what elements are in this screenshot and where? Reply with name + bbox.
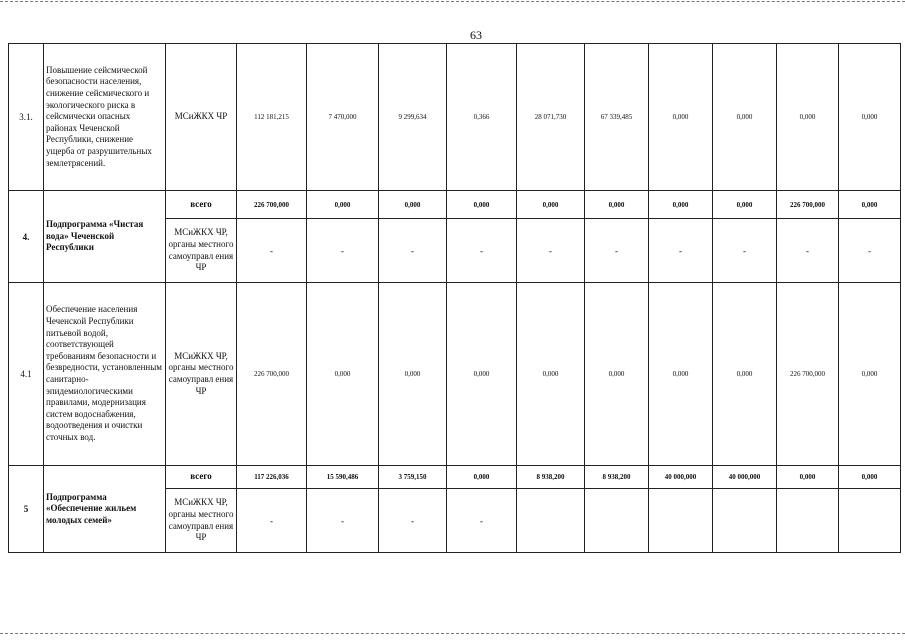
- total-value-cell: 0,000: [447, 191, 517, 219]
- value-cell: -: [379, 219, 447, 283]
- value-cell: 28 071,730: [517, 44, 585, 191]
- total-value-cell: 8 938,200: [585, 466, 649, 489]
- value-cell: 112 181,215: [237, 44, 307, 191]
- value-cell: -: [307, 489, 379, 553]
- value-cell: 226 700,000: [237, 283, 307, 466]
- value-cell: -: [447, 489, 517, 553]
- total-value-cell: 8 938,200: [517, 466, 585, 489]
- value-cell: 0,000: [517, 283, 585, 466]
- total-value-cell: 0,000: [839, 466, 901, 489]
- executor-cell: МСиЖКХ ЧР, органы местного самоуправл ения ЧР: [166, 283, 237, 466]
- value-cell: -: [237, 219, 307, 283]
- value-cell: -: [777, 219, 839, 283]
- value-cell: 0,000: [839, 44, 901, 191]
- total-label: всего: [166, 191, 237, 219]
- budget-table: [8, 43, 901, 553]
- page-number: 63: [470, 28, 482, 42]
- value-cell: -: [649, 219, 713, 283]
- table-row-5-total: [9, 466, 901, 489]
- total-value-cell: 0,000: [447, 466, 517, 489]
- total-value-cell: 0,000: [839, 191, 901, 219]
- total-value-cell: 226 700,000: [237, 191, 307, 219]
- measure-name: Повышение сейсмической безопасности населения, снижение сейсмического и экологического риска в сейсмически опасных районах Чеченской Республики, снижение ущерба от разрушительных землетрясений.: [44, 44, 166, 191]
- value-cell: [713, 489, 777, 553]
- total-value-cell: 15 590,486: [307, 466, 379, 489]
- table-row-3-1: [9, 44, 901, 191]
- value-cell: 0,000: [307, 283, 379, 466]
- row-number: 4.1: [9, 283, 44, 466]
- total-value-cell: 0,000: [777, 466, 839, 489]
- value-cell: -: [713, 219, 777, 283]
- value-cell: [649, 489, 713, 553]
- scan-edge-top: [0, 1, 905, 2]
- executor-cell: МСиЖКХ ЧР: [166, 44, 237, 191]
- total-value-cell: 117 226,036: [237, 466, 307, 489]
- value-cell: 226 700,000: [777, 283, 839, 466]
- subprogram-name: Подпрограмма «Чистая вода» Чеченской Республики: [44, 191, 166, 283]
- value-cell: -: [237, 489, 307, 553]
- total-value-cell: 40 000,000: [649, 466, 713, 489]
- value-cell: -: [447, 219, 517, 283]
- value-cell: -: [839, 219, 901, 283]
- total-value-cell: 40 000,000: [713, 466, 777, 489]
- value-cell: 0,000: [777, 44, 839, 191]
- value-cell: 7 470,000: [307, 44, 379, 191]
- table-row-4-total: [9, 191, 901, 219]
- value-cell: 0,000: [713, 283, 777, 466]
- value-cell: 0,000: [585, 283, 649, 466]
- value-cell: 0,000: [839, 283, 901, 466]
- value-cell: -: [307, 219, 379, 283]
- row-number: 4.: [9, 191, 44, 283]
- subprogram-name: Подпрограмма «Обеспечение жильем молодых семей»: [44, 466, 166, 553]
- row-number: 3.1.: [9, 44, 44, 191]
- row-number: 5: [9, 466, 44, 553]
- value-cell: 0,000: [379, 283, 447, 466]
- value-cell: 0,000: [447, 283, 517, 466]
- value-cell: [839, 489, 901, 553]
- table-row-4-1: [9, 283, 901, 466]
- value-cell: -: [585, 219, 649, 283]
- total-label: всего: [166, 466, 237, 489]
- value-cell: -: [379, 489, 447, 553]
- total-value-cell: 3 759,150: [379, 466, 447, 489]
- value-cell: [517, 489, 585, 553]
- total-value-cell: 0,000: [379, 191, 447, 219]
- total-value-cell: 226 700,000: [777, 191, 839, 219]
- value-cell: -: [517, 219, 585, 283]
- value-cell: 67 339,485: [585, 44, 649, 191]
- total-value-cell: 0,000: [517, 191, 585, 219]
- total-value-cell: 0,000: [585, 191, 649, 219]
- executor-cell: МСиЖКХ ЧР, органы местного самоуправл ения ЧР: [166, 219, 237, 283]
- value-cell: 9 299,634: [379, 44, 447, 191]
- value-cell: [777, 489, 839, 553]
- executor-cell: МСиЖКХ ЧР, органы местного самоуправл ения ЧР: [166, 489, 237, 553]
- value-cell: 0,366: [447, 44, 517, 191]
- total-value-cell: 0,000: [713, 191, 777, 219]
- value-cell: 0,000: [713, 44, 777, 191]
- value-cell: [585, 489, 649, 553]
- total-value-cell: 0,000: [649, 191, 713, 219]
- total-value-cell: 0,000: [307, 191, 379, 219]
- value-cell: 0,000: [649, 283, 713, 466]
- scan-edge-bottom: [0, 633, 905, 634]
- value-cell: 0,000: [649, 44, 713, 191]
- measure-name: Обеспечение населения Чеченской Республики питьевой водой, соответствующей требованиям безопасности и безвредности, установленным санитарно-эпидемиологическими правилами, модернизация систем водоснабжения, водоотведения и очистки сточных вод.: [44, 283, 166, 466]
